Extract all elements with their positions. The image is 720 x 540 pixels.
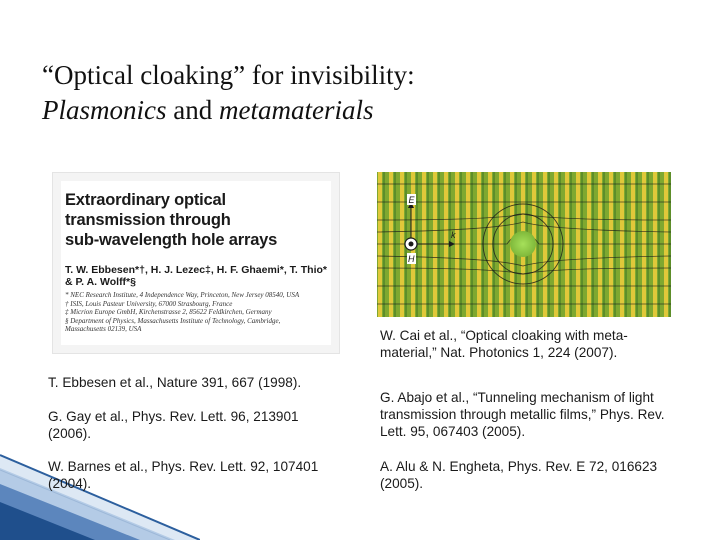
paper-affiliation-line: § Department of Physics, Massachusetts Institute of Technology, Cambridge,: [65, 316, 281, 325]
paper-affiliations: [65, 291, 337, 334]
paper-title-line2: transmission through: [65, 211, 231, 229]
paper-affiliation-line: ‡ Micrion Europe GmbH, Kirchenstrasse 2, 85622 Feldkirchen, Germany: [65, 308, 272, 317]
paper-authors-line2: & P. A. Wolff*§: [65, 276, 136, 288]
reference-alu: A. Alu & N. Engheta, Phys. Rev. E 72, 016623 (2005).: [380, 459, 658, 491]
label-k: k: [451, 230, 456, 240]
paper-authors: [65, 264, 337, 288]
cloaked-object: [510, 231, 536, 257]
paper-affiliation-line: † ISIS, Louis Pasteur University, 67000 Strasbourg, France: [65, 299, 233, 308]
title-metamaterials: metamaterials: [218, 95, 374, 125]
label-e: E: [408, 195, 415, 205]
paper-clipping-image: [52, 172, 340, 354]
reference-gay: G. Gay et al., Phys. Rev. Lett. 96, 213901 (2006).: [48, 409, 299, 441]
cloaking-simulation-image: [377, 172, 671, 317]
reference-barnes: W. Barnes et al., Phys. Rev. Lett. 92, 107401 (2004).: [48, 459, 319, 491]
slide-title: [42, 58, 682, 128]
reference-abajo: G. Abajo et al., “Tunneling mechanism of light transmission through metallic films,” Phys. Rev. Lett. 95, 067403 (2005).: [380, 390, 665, 439]
paper-clipping-content: [61, 181, 331, 345]
reference-ebbesen: T. Ebbesen et al., Nature 391, 667 (1998).: [48, 375, 302, 390]
slide-title-line2: [42, 93, 682, 128]
slide-title-line1: “Optical cloaking” for invisibility:: [42, 60, 415, 90]
paper-title-line1: Extraordinary optical: [65, 191, 226, 209]
title-and: and: [166, 95, 219, 125]
paper-title: [65, 190, 335, 250]
paper-authors-line1: T. W. Ebbesen*†, H. J. Lezec‡, H. F. Ghaemi*, T. Thio*: [65, 264, 327, 276]
reference-cai: W. Cai et al., “Optical cloaking with meta-material,” Nat. Photonics 1, 224 (2007).: [380, 328, 628, 360]
paper-affiliation-line: Massachusetts 02139, USA: [65, 325, 142, 334]
paper-affiliation-line: * NEC Research Institute, 4 Independence Way, Princeton, New Jersey 08540, USA: [65, 291, 300, 299]
paper-title-line3: sub-wavelength hole arrays: [65, 231, 278, 249]
h-field-dot: [409, 242, 414, 247]
title-plasmonics: Plasmonics: [42, 95, 167, 125]
label-h: H: [408, 254, 415, 264]
